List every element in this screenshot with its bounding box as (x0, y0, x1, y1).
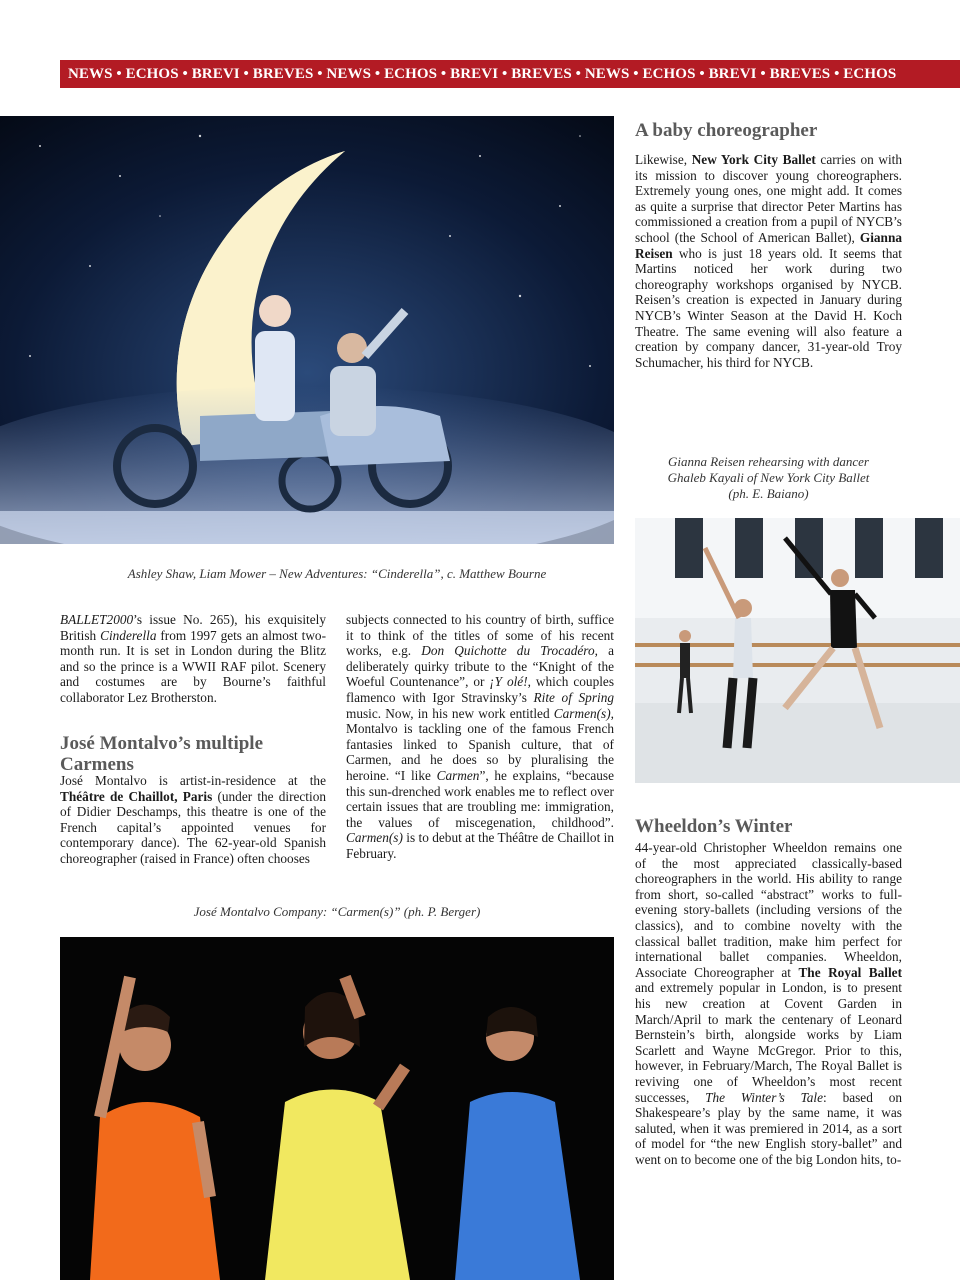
cinderella-caption: Ashley Shaw, Liam Mower – New Adventures: “Cinderella”, c. Matthew Bourne (127, 566, 547, 581)
montalvo-body-continued: subjects connected to his country of birth, suffice it to think of the titles of some of his recent works, e.g. Don Quichotte du Trocadéro, a deliberately quirky tribute to the “Knight of the Woeful Countenance”, or ¡Y olé!, which couples flamenco with Igor Stravinsky’s Rite of Spring music. Now, in his new work entitled Carmen(s), Montalvo is tackling one of the famous French fantasies linked to Spanish culture, that of Carmen, and he does so by pluralising the heroine. “I like Carmen”, he explains, “because this sun-drenched work enables me to reflect over certain issues that are troubling me: immigration, the values of miscegenation, childhood”. Carmen(s) is to debut at the Théâtre de Chaillot in February. (346, 612, 615, 861)
news-banner: NEWS • ECHOS • BREVI • BREVES • NEWS • ECHOS • BREVI • BREVES • NEWS • ECHOS • BREVI • BREVES • ECHOS (60, 60, 960, 88)
wheeldon-body: 44-year-old Christopher Wheeldon remains one of the most appreciated classically-based choreographers in the world. His ability to range from short, so-called “abstract” works to full-evening story-ballets (including versions of the classics), and to combine novelty with the classical ballet tradition, make him perfect for international ballet companies. Wheeldon, Associate Choreographer at The Royal Ballet and extremely popular in London, is to present his new creation at Covent Garden in March/April to mark the centenary of Leonard Bernstein’s birth, alongside works by Liam Scarlett and Wayne McGregor. Prior to this, however, in February/March, The Royal Ballet is reviving one of Wheeldon’s most recent successes, The Winter’s Tale: based on Shakespeare’s play by the same name, it was saluted, when it was premiered in 2014, as a sort of model for “the new English story-ballet” and went on to become one of the big London hits, to- (635, 840, 903, 1167)
reisen-caption: Gianna Reisen rehearsing with dancer Ghaleb Kayali of New York City Ballet (ph. E. Baiano) (667, 454, 870, 501)
montalvo-body: José Montalvo is artist-in-residence at the Théâtre de Chaillot, Paris (under the direction of Didier Deschamps, this theatre is one of the French capital’s appointed venues for contemporary dance). The 62-year-old Spanish choreographer (raised in France) often chooses (60, 773, 326, 866)
carmen-photo (60, 937, 614, 1280)
cinderella-photo (0, 116, 614, 544)
baby-choreographer-body: Likewise, New York City Ballet carries on with its mission to discover young choreographers. Extremely young ones, one might add. It comes as quite a surprise that director Peter Martins has commissioned a creation from a pupil of NYCB’s school (the School of American Ballet), Gianna Reisen who is just 18 years old. It seems that Martins noticed her work during two choreography workshops organised by NYCB. Reisen’s creation is expected in January during NYCB’s Winter Season at the David H. Koch Theatre. The same evening will also feature a creation by company dancer, 31-year-old Troy Schumacher, his third for NYCB. (635, 152, 903, 370)
three-dancers-icon (60, 937, 614, 1280)
carmen-caption: José Montalvo Company: “Carmen(s)” (ph. P. Berger) (193, 904, 481, 919)
rehearsal-studio-icon (635, 518, 960, 783)
montalvo-heading: José Montalvo’s multiple Carmens (60, 733, 264, 775)
wheeldon-heading: Wheeldon’s Winter (635, 816, 793, 837)
baby-choreographer-heading: A baby choreographer (635, 120, 818, 141)
moon-motorcycle-icon (0, 116, 614, 544)
rehearsal-photo (635, 518, 960, 783)
cinderella-body: BALLET2000’s issue No. 265), his exquisitely British Cinderella from 1997 gets an almost two-month run. It is set in London during the Blitz and so the prince is a WWII RAF pilot. Scenery and costumes are by Bourne’s faithful collaborator Lez Brotherston. (60, 612, 327, 705)
